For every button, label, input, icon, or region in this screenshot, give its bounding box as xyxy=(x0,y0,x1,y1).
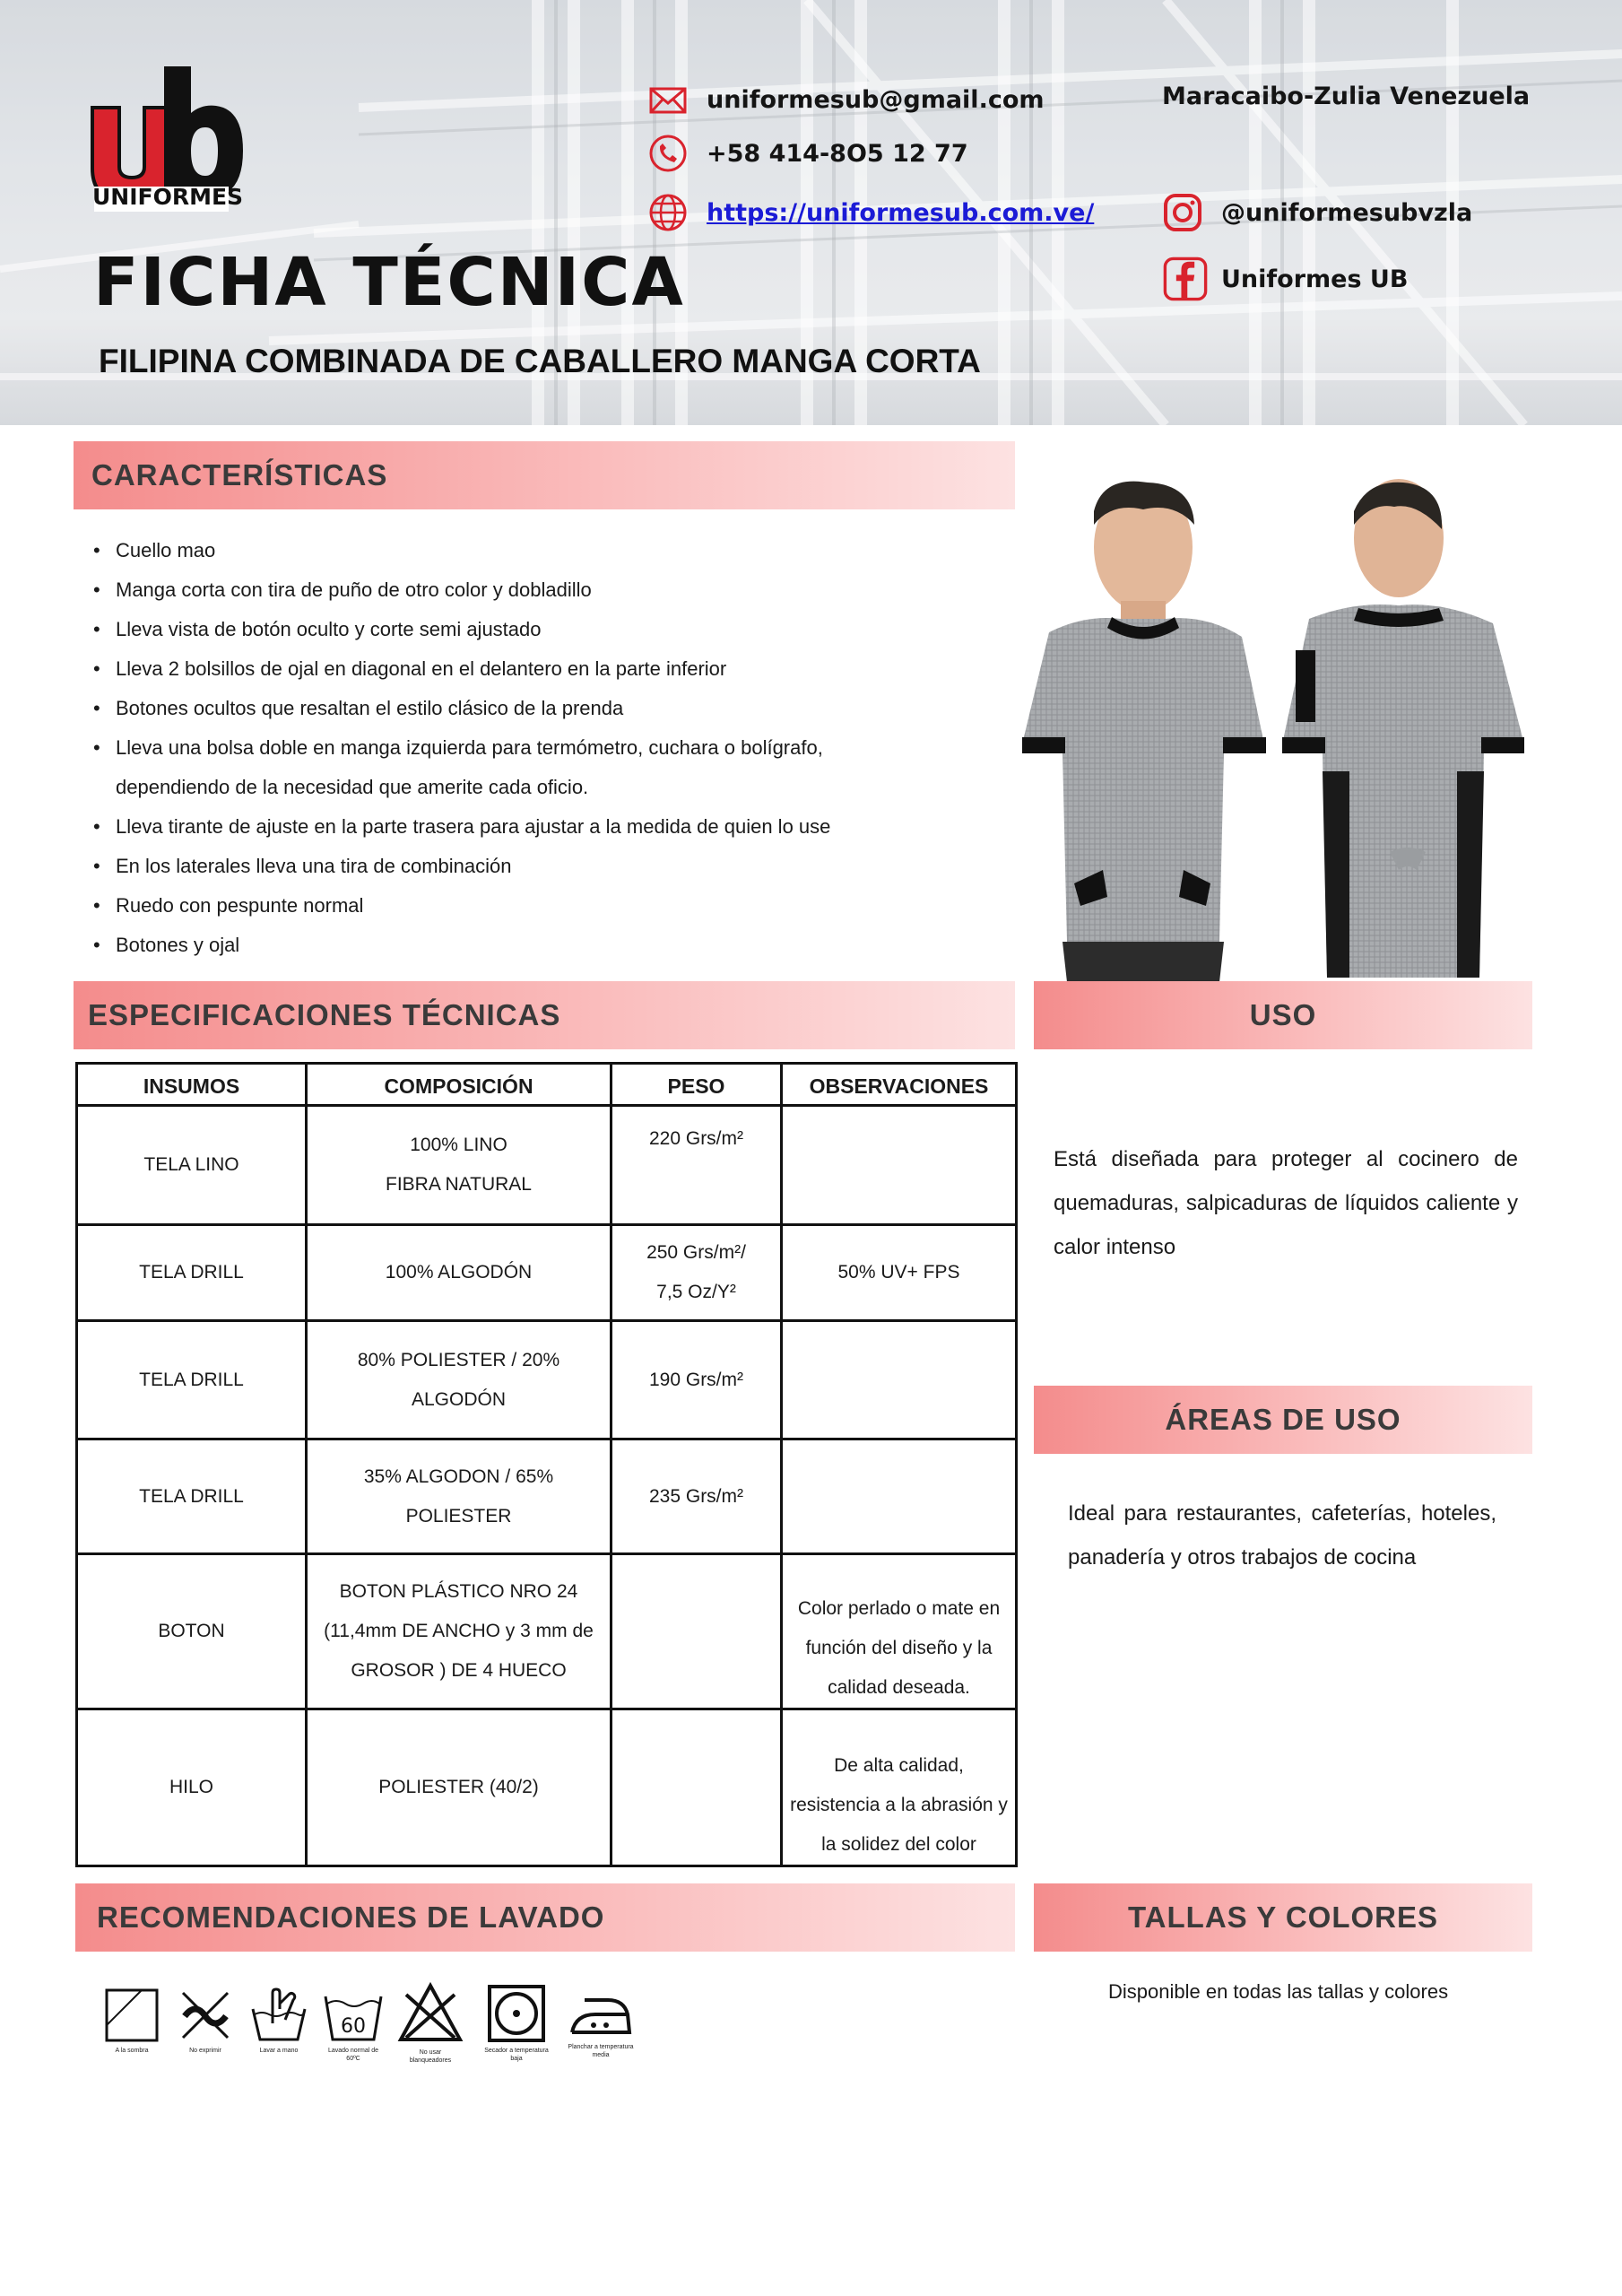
table-cell: 190 Grs/m² xyxy=(612,1321,782,1439)
table-row xyxy=(77,1554,1017,1709)
table-cell xyxy=(307,1106,612,1225)
wash-symbol xyxy=(395,1982,466,2065)
caracteristicas-heading: CARACTERÍSTICAS xyxy=(74,441,1015,509)
header-banner xyxy=(0,0,1622,425)
back-model xyxy=(1282,479,1524,978)
iron-medium-icon xyxy=(568,1993,633,2039)
list-item: • Botones ocultos que resaltan el estilo clásico de la prenda xyxy=(93,689,999,728)
email-contact[interactable] xyxy=(647,79,1045,120)
wash-symbol xyxy=(247,1984,310,2055)
tallas-text: Disponible en todas las tallas y colores xyxy=(1108,1980,1449,2003)
cell-line: GROSOR ) DE 4 HUECO xyxy=(351,1660,567,1681)
table-cell xyxy=(612,1709,782,1866)
table-row xyxy=(77,1709,1017,1866)
table-cell xyxy=(782,1439,1017,1554)
table-row xyxy=(77,1225,1017,1321)
wash-symbol xyxy=(481,1984,552,2063)
wash-label: Secador a temperatura baja xyxy=(484,2048,549,2062)
table-cell xyxy=(782,1709,1017,1866)
wash-60-icon xyxy=(322,1984,385,2043)
especificaciones-heading: ESPECIFICACIONES TÉCNICAS xyxy=(74,981,1015,1049)
wash-symbol xyxy=(174,1987,237,2055)
spec-table xyxy=(75,1062,1018,1867)
table-cell xyxy=(782,1106,1017,1225)
phone-text[interactable]: +58 414-8O5 12 77 xyxy=(707,139,968,168)
table-row xyxy=(77,1321,1017,1439)
wash-label: Lavado normal de 60ºC xyxy=(327,2048,379,2062)
dry-in-shade-icon xyxy=(104,1987,160,2043)
cell-line: función del diseño y la xyxy=(805,1638,993,1658)
facebook-icon xyxy=(1162,253,1209,305)
list-item: • Lleva vista de botón oculto y corte semi ajustado xyxy=(93,610,999,649)
wash-label: Planchar a temperatura media xyxy=(568,2044,634,2058)
cell-line: De alta calidad, xyxy=(834,1755,964,1776)
list-item: • Lleva una bolsa doble en manga izquierda para termómetro, cuchara o bolígrafo, dependiendo de la necesidad que amerite cada oficio. xyxy=(93,728,905,807)
phone-icon xyxy=(647,133,689,174)
uso-heading: USO xyxy=(1034,981,1532,1049)
column-header: COMPOSICIÓN xyxy=(307,1064,612,1106)
cell-line: Color perlado o mate en xyxy=(797,1598,1001,1619)
table-cell: 35% ALGODON / 65% POLIESTER xyxy=(307,1439,612,1554)
facebook-page[interactable]: Uniformes UB xyxy=(1221,265,1409,293)
wash-symbol xyxy=(100,1987,163,2055)
cell-line: 250 Grs/m²/ xyxy=(646,1242,746,1263)
areas-heading: ÁREAS DE USO xyxy=(1034,1386,1532,1454)
page-subtitle: FILIPINA COMBINADA DE CABALLERO MANGA CORTA xyxy=(99,343,981,379)
column-header: OBSERVACIONES xyxy=(782,1064,1017,1106)
uso-text: Está diseñada para proteger al cocinero de quemaduras, salpicaduras de líquidos caliente y calor intenso xyxy=(1054,1147,1518,1259)
no-bleach-icon xyxy=(397,1982,464,2045)
phone-contact[interactable] xyxy=(647,133,968,174)
areas-text: Ideal para restaurantes, cafeterías, hoteles, panadería y otros trabajos de cocina xyxy=(1068,1501,1496,1570)
hand-wash-icon xyxy=(249,1984,308,2043)
cell-line: 7,5 Oz/Y² xyxy=(656,1282,736,1302)
features-list xyxy=(93,531,999,965)
table-cell: 235 Grs/m² xyxy=(612,1439,782,1554)
table-cell xyxy=(612,1554,782,1709)
table-cell: TELA LINO xyxy=(77,1106,307,1225)
table-cell: 80% POLIESTER / 20% ALGODÓN xyxy=(307,1321,612,1439)
logo-wordmark: UNIFORMES xyxy=(92,184,244,210)
product-photo xyxy=(995,475,1542,982)
wash-label: No exprimir xyxy=(189,2048,221,2054)
wash-label: No usar blanqueadores xyxy=(409,2049,452,2064)
table-cell: HILO xyxy=(77,1709,307,1866)
wash-label: Lavar a mano xyxy=(259,2048,299,2054)
instagram-contact[interactable] xyxy=(1162,192,1472,233)
table-cell: 50% UV+ FPS xyxy=(782,1225,1017,1321)
wash-label: A la sombra xyxy=(115,2048,149,2054)
table-cell xyxy=(782,1321,1017,1439)
location-text: Maracaibo-Zulia Venezuela xyxy=(1162,83,1531,110)
table-row xyxy=(77,1439,1017,1554)
wash-symbol xyxy=(565,1993,637,2059)
email-text[interactable]: uniformesub@gmail.com xyxy=(707,85,1045,114)
facebook-contact[interactable] xyxy=(1162,253,1408,305)
list-item: • Lleva tirante de ajuste en la parte trasera para ajustar a la medida de quien lo use xyxy=(93,807,999,847)
instagram-handle[interactable]: @uniformesubvzla xyxy=(1221,198,1473,227)
website-contact[interactable] xyxy=(647,192,1094,233)
table-header-row xyxy=(77,1064,1017,1106)
page-title: FICHA TÉCNICA xyxy=(93,244,685,321)
list-item: • Lleva 2 bolsillos de ojal en diagonal en el delantero en la parte inferior xyxy=(93,649,999,689)
mail-icon xyxy=(647,79,689,120)
cell-line: resistencia a la abrasión y xyxy=(790,1795,1008,1815)
list-item: • Cuello mao xyxy=(93,531,999,570)
globe-icon xyxy=(647,192,689,233)
list-item: • En los laterales lleva una tira de combinación xyxy=(93,847,999,886)
list-item: • Ruedo con pespunte normal xyxy=(93,886,999,926)
front-model xyxy=(1022,482,1266,982)
instagram-icon xyxy=(1162,192,1203,233)
table-row xyxy=(77,1106,1017,1225)
table-cell: TELA DRILL xyxy=(77,1321,307,1439)
cell-line: (11,4mm DE ANCHO y 3 mm de xyxy=(324,1621,594,1641)
wash-symbol xyxy=(319,1984,387,2063)
cell-line: BOTON PLÁSTICO NRO 24 xyxy=(339,1581,578,1602)
tallas-heading: TALLAS Y COLORES xyxy=(1034,1883,1532,1952)
table-cell: TELA DRILL xyxy=(77,1225,307,1321)
table-cell: TELA DRILL xyxy=(77,1439,307,1554)
column-header: PESO xyxy=(612,1064,782,1106)
cell-line: la solidez del color xyxy=(821,1834,976,1855)
cell-line: calidad deseada. xyxy=(828,1677,970,1698)
website-link[interactable]: https://uniformesub.com.ve/ xyxy=(707,198,1095,227)
table-cell xyxy=(307,1554,612,1709)
cell-line: 100% LINO xyxy=(410,1135,507,1155)
cell-line: FIBRA NATURAL xyxy=(386,1174,532,1195)
tumble-dry-low-icon xyxy=(487,1984,546,2043)
lavado-heading: RECOMENDACIONES DE LAVADO xyxy=(75,1883,1015,1952)
list-item: • Manga corta con tira de puño de otro color y dobladillo xyxy=(93,570,999,610)
do-not-wring-icon xyxy=(178,1987,233,2043)
table-cell: BOTON xyxy=(77,1554,307,1709)
list-item: • Botones y ojal xyxy=(93,926,999,965)
table-cell: POLIESTER (40/2) xyxy=(307,1709,612,1866)
table-cell xyxy=(782,1554,1017,1709)
table-cell: 100% ALGODÓN xyxy=(307,1225,612,1321)
table-cell: 220 Grs/m² xyxy=(612,1106,782,1225)
svg-text:60: 60 xyxy=(341,2015,366,2038)
column-header: INSUMOS xyxy=(77,1064,307,1106)
table-cell xyxy=(612,1225,782,1321)
